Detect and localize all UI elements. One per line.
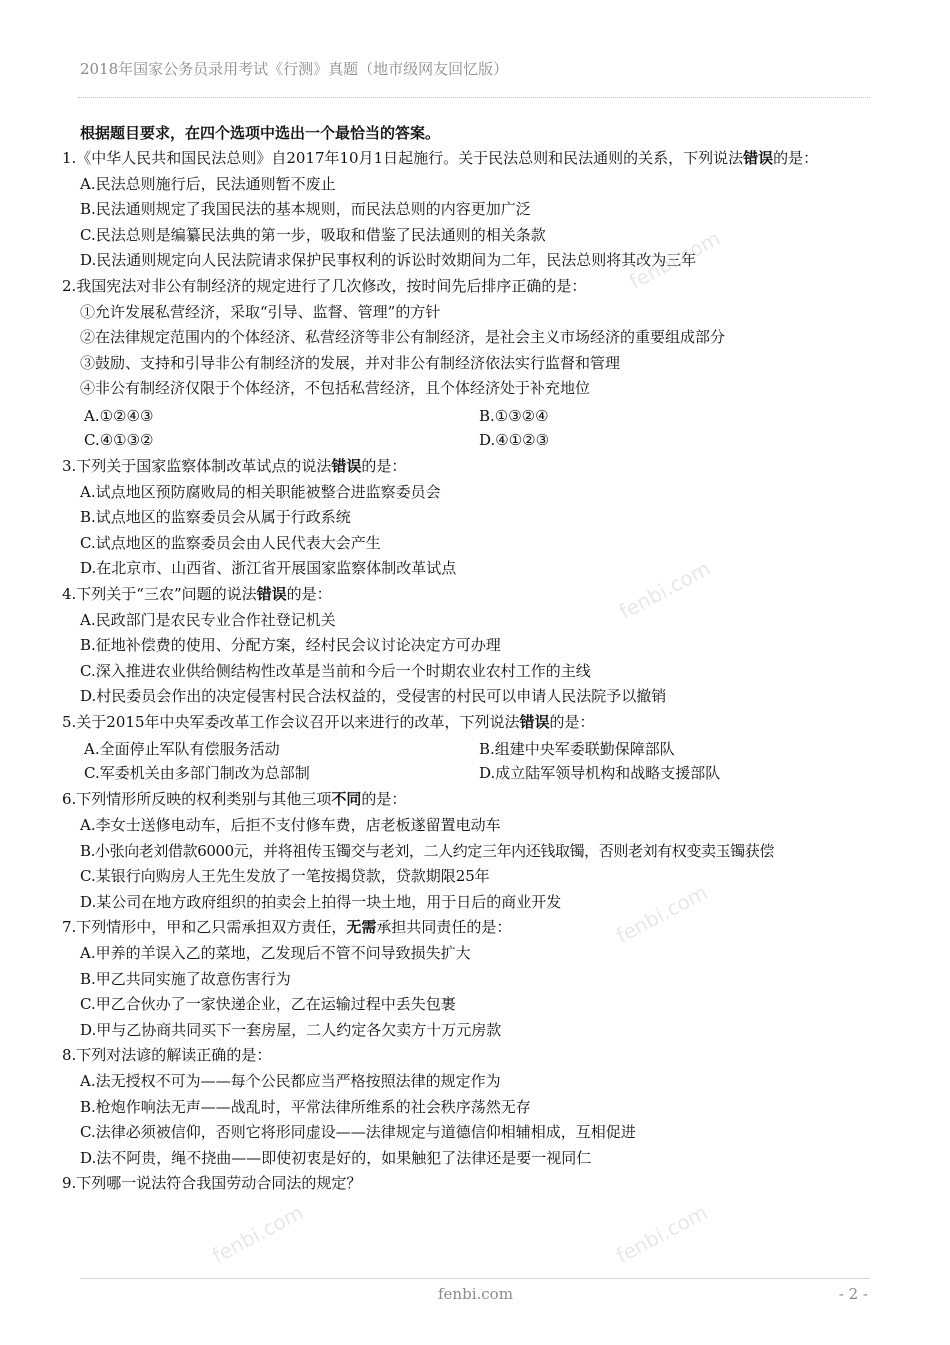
statement-2: ②在法律规定范围内的个体经济、私营经济等非公有制经济，是社会主义市场经济的重要组成部分: [80, 328, 726, 347]
question-stem: 4.下列关于“三农”问题的说法错误的是：: [62, 584, 332, 603]
watermark: fenbi.com: [625, 226, 725, 294]
option-d: D.成立陆军领导机构和战略支援部队: [479, 764, 721, 783]
option-c: C.法律必须被信仰，否则它将形同虚设——法律规定与道德信仰相辅相成，互相促进: [80, 1123, 636, 1142]
option-b: B.①③②④: [479, 406, 549, 425]
question-stem: 9.下列哪一说法符合我国劳动合同法的规定？: [62, 1174, 362, 1193]
question-4: [62, 582, 882, 710]
question-stem: 3.下列关于国家监察体制改革试点的说法错误的是：: [62, 456, 407, 475]
question-9: [62, 1171, 882, 1197]
question-emphasis: 错误: [256, 584, 287, 603]
question-emphasis: 错误: [519, 712, 550, 731]
option-b: B.甲乙共同实施了故意伤害行为: [80, 969, 291, 988]
option-c: C.甲乙合伙办了一家快递企业，乙在运输过程中丢失包裹: [80, 995, 456, 1014]
question-stem: 8.下列对法谚的解读正确的是：: [62, 1046, 272, 1065]
statement-1: ①允许发展私营经济，采取“引导、监督、管理”的方针: [80, 302, 441, 321]
question-list: [62, 121, 882, 1197]
question-1: [62, 146, 882, 274]
option-d: D.甲与乙协商共同买下一套房屋，二人约定各欠卖方十万元房款: [80, 1020, 502, 1039]
option-a: A.法无授权不可为——每个公民都应当严格按照法律的规定作为: [80, 1072, 501, 1090]
footer-divider: [80, 1278, 870, 1279]
question-emphasis: 错误: [743, 149, 774, 167]
option-grid: [62, 404, 882, 452]
option-c: C.试点地区的监察委员会由人民代表大会产生: [80, 533, 381, 552]
question-7: [62, 915, 882, 1043]
question-6: [62, 787, 882, 915]
question-3: [62, 454, 882, 582]
option-a: A.全面停止军队有偿服务活动: [84, 740, 280, 759]
instruction: 根据题目要求，在四个选项中选出一个最恰当的答案。: [80, 124, 441, 142]
option-b: B.组建中央军委联勤保障部队: [479, 740, 675, 759]
option-d: D.村民委员会作出的决定侵害村民合法权益的，受侵害的村民可以申请人民法院予以撤销: [80, 687, 667, 706]
watermark: fenbi.com: [208, 1200, 308, 1268]
watermark: fenbi.com: [615, 556, 715, 624]
question-emphasis: 错误: [331, 456, 362, 475]
question-8: [62, 1043, 882, 1171]
option-d: D.某公司在地方政府组织的拍卖会上拍得一块土地，用于日后的商业开发: [80, 892, 562, 911]
option-c: C.民法总则是编纂民法典的第一步，吸取和借鉴了民法通则的相关条款: [80, 225, 546, 244]
option-a: A.李女士送修电动车，后拒不支付修车费，店老板遂留置电动车: [80, 816, 501, 835]
option-grid: [62, 737, 882, 785]
option-b: B.小张向老刘借款6000元，并将祖传玉镯交与老刘，二人约定三年内还钱取镯，否则老刘有权变卖玉镯获偿: [80, 841, 774, 860]
option-c: C.④①③②: [84, 430, 154, 449]
question-2: [62, 274, 882, 452]
question-emphasis: 无需: [346, 918, 377, 937]
option-c: C.军委机关由多部门制改为总部制: [84, 764, 310, 783]
statement-3: ③鼓励、支持和引导非公有制经济的发展，并对非公有制经济依法实行监督和管理: [80, 353, 621, 372]
option-c: C.某银行向购房人王先生发放了一笔按揭贷款，贷款期限25年: [80, 867, 490, 886]
question-stem: 7.下列情形中，甲和乙只需承担双方责任，无需承担共同责任的是：: [62, 918, 512, 937]
option-b: B.枪炮作响法无声——战乱时，平常法律所维系的社会秩序荡然无存: [80, 1097, 531, 1116]
option-d: D.在北京市、山西省、浙江省开展国家监察体制改革试点: [80, 559, 457, 578]
option-d: D.民法通则规定向人民法院请求保护民事权利的诉讼时效期间为二年，民法总则将其改为三年: [80, 251, 697, 270]
option-d: D.法不阿贵，绳不挠曲——即使初衷是好的，如果触犯了法律还是要一视同仁: [80, 1148, 592, 1167]
option-a: A.甲养的羊误入乙的菜地，乙发现后不管不问导致损失扩大: [80, 944, 471, 963]
question-stem: 1.《中华人民共和国民法总则》自2017年10月1日起施行。关于民法总则和民法通则的关系，下列说法错误的是：: [62, 149, 819, 167]
page-header: 2018年国家公务员录用考试《行测》真题（地市级网友回忆版）: [80, 60, 509, 78]
question-5: [62, 710, 882, 786]
option-a: A.①②④③: [84, 406, 154, 425]
option-b: B.征地补偿费的使用、分配方案，经村民会议讨论决定方可办理: [80, 636, 501, 655]
question-stem: 6.下列情形所反映的权利类别与其他三项不同的是：: [62, 790, 407, 809]
watermark: fenbi.com: [612, 880, 712, 948]
option-c: C.深入推进农业供给侧结构性改革是当前和今后一个时期农业农村工作的主线: [80, 661, 591, 680]
option-a: A.民政部门是农民专业合作社登记机关: [80, 610, 336, 629]
question-stem: 5.关于2015年中央军委改革工作会议召开以来进行的改革，下列说法错误的是：: [62, 712, 595, 731]
option-b: B.民法通则规定了我国民法的基本规则，而民法总则的内容更加广泛: [80, 200, 531, 219]
question-stem: 2.我国宪法对非公有制经济的规定进行了几次修改，按时间先后排序正确的是：: [62, 276, 587, 295]
header-divider: [78, 97, 870, 98]
option-d: D.④①②③: [479, 430, 550, 449]
watermark: fenbi.com: [612, 1200, 712, 1268]
option-a: A.试点地区预防腐败局的相关职能被整合进监察委员会: [80, 482, 441, 501]
option-a: A.民法总则施行后，民法通则暂不废止: [80, 174, 336, 193]
footer-site: fenbi.com: [438, 1285, 513, 1303]
option-b: B.试点地区的监察委员会从属于行政系统: [80, 508, 351, 527]
page-number: - 2 -: [838, 1285, 868, 1303]
question-emphasis: 不同: [331, 790, 362, 809]
statement-4: ④非公有制经济仅限于个体经济，不包括私营经济，且个体经济处于补充地位: [80, 379, 591, 398]
